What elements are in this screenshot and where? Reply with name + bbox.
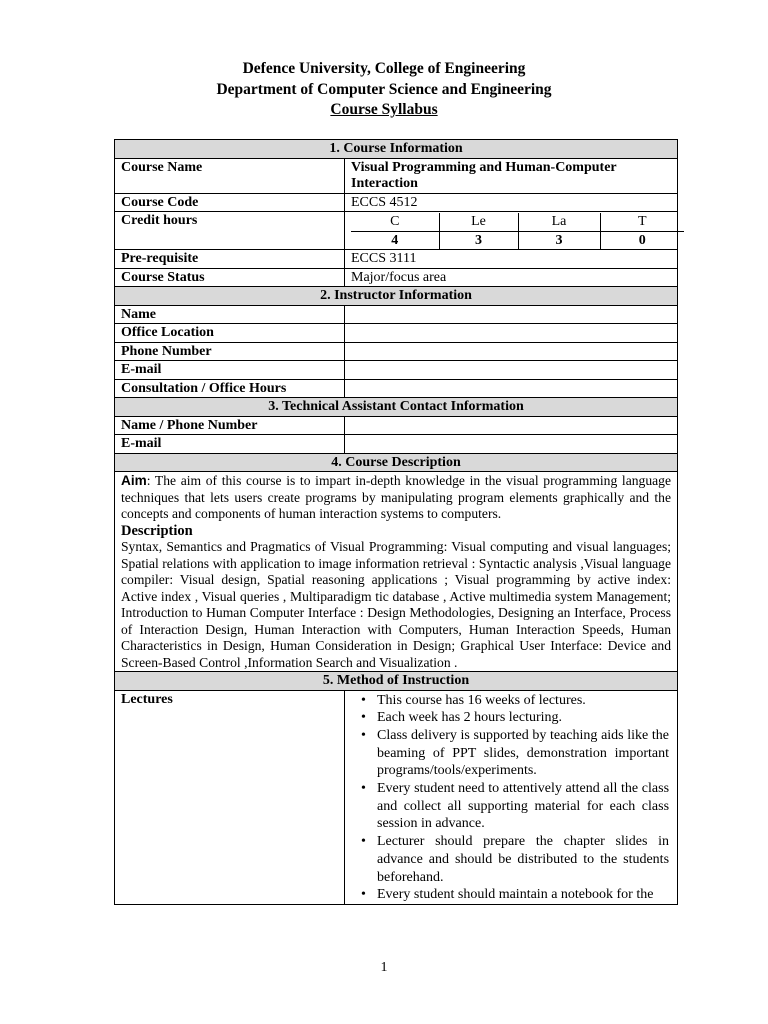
office-location-label: Office Location — [115, 324, 345, 343]
course-name-value: Visual Programming and Human-Computer Interaction — [345, 158, 678, 193]
department-title: Department of Computer Science and Engineering — [216, 80, 552, 98]
section-course-description: 4. Course Description — [115, 453, 678, 472]
ta-email-value — [345, 435, 678, 454]
credit-value-la: 3 — [518, 231, 600, 249]
prerequisite-value: ECCS 3111 — [345, 250, 678, 269]
credit-header-c: C — [351, 213, 439, 231]
course-status-label: Course Status — [115, 268, 345, 287]
list-item: • Every student should maintain a notebook for the — [361, 886, 669, 904]
section-course-information: 1. Course Information — [115, 140, 678, 159]
phone-number-label: Phone Number — [115, 342, 345, 361]
instructor-email-label: E-mail — [115, 361, 345, 380]
document-header — [0, 59, 768, 121]
ta-name-phone-value — [345, 416, 678, 435]
lectures-details — [345, 690, 678, 904]
description-heading: Description — [121, 522, 193, 539]
credit-header-t: T — [600, 213, 684, 231]
office-hours-value — [345, 379, 678, 398]
lectures-label: Lectures — [115, 690, 345, 904]
description-text: Syntax, Semantics and Pragmatics of Visual Programming: Visual computing and visual languages; Spatial relations with application to image information retrieval : Syntactic analysis ,Visual language compiler: Visual design, Spatial reasoning applications ; Visual programming by active index: Active index , Visual queries , Multiparadigm tic database , Active multimedia system Management; Introduction to Human Computer Interface : Design Methodologies, Designing an Interface, Process of Interaction Design, Human Interaction with Computers, Human Interaction Speeds, Human Characteristics in Design, Human Consideration in Design; Graphical User Interface: Device and Screen-Based Control ,Information Search and Visualization . — [121, 539, 672, 670]
course-code-label: Course Code — [115, 193, 345, 212]
credit-value-le: 3 — [439, 231, 518, 249]
course-status-value: Major/focus area — [345, 268, 678, 287]
credit-value-c: 4 — [351, 231, 439, 249]
aim-label: Aim — [121, 473, 147, 488]
syllabus-table — [114, 139, 678, 905]
ta-email-label: E-mail — [115, 435, 345, 454]
university-title: Defence University, College of Engineering — [242, 60, 526, 77]
page-number: 1 — [380, 960, 388, 975]
instructor-name-label: Name — [115, 305, 345, 324]
lectures-bullet-list — [351, 692, 669, 904]
phone-number-value — [345, 342, 678, 361]
list-item: • Lecturer should prepare the chapter slides in advance and should be distributed to the students beforehand. — [361, 833, 669, 886]
credit-hours-label: Credit hours — [115, 212, 345, 250]
list-item: • Class delivery is supported by teaching aids like the beaming of PPT slides, demonstration important programs/tools/experiments. — [361, 727, 669, 780]
course-description-body — [115, 472, 678, 672]
list-item: • Each week has 2 hours lecturing. — [361, 709, 669, 727]
aim-text: : The aim of this course is to impart in-depth knowledge in the visual programming language techniques that lets users create programs by manipulating program elements graphically and the concepts and components of human interaction systems to computers. — [121, 473, 672, 521]
course-name-label: Course Name — [115, 158, 345, 193]
ta-name-phone-label: Name / Phone Number — [115, 416, 345, 435]
credit-header-le: Le — [439, 213, 518, 231]
credit-hours-grid — [345, 212, 678, 250]
instructor-email-value — [345, 361, 678, 380]
section-method-of-instruction: 5. Method of Instruction — [115, 672, 678, 691]
course-code-value: ECCS 4512 — [345, 193, 678, 212]
syllabus-title: Course Syllabus — [330, 101, 438, 118]
prerequisite-label: Pre-requisite — [115, 250, 345, 269]
instructor-name-value — [345, 305, 678, 324]
section-ta-information: 3. Technical Assistant Contact Information — [115, 398, 678, 417]
list-item: • Every student need to attentively attend all the class and collect all supporting material for each class session in advance. — [361, 780, 669, 833]
credit-header-la: La — [518, 213, 600, 231]
office-location-value — [345, 324, 678, 343]
section-instructor-information: 2. Instructor Information — [115, 287, 678, 306]
office-hours-label: Consultation / Office Hours — [115, 379, 345, 398]
credit-value-t: 0 — [600, 231, 684, 249]
list-item: • This course has 16 weeks of lectures. — [361, 692, 669, 710]
